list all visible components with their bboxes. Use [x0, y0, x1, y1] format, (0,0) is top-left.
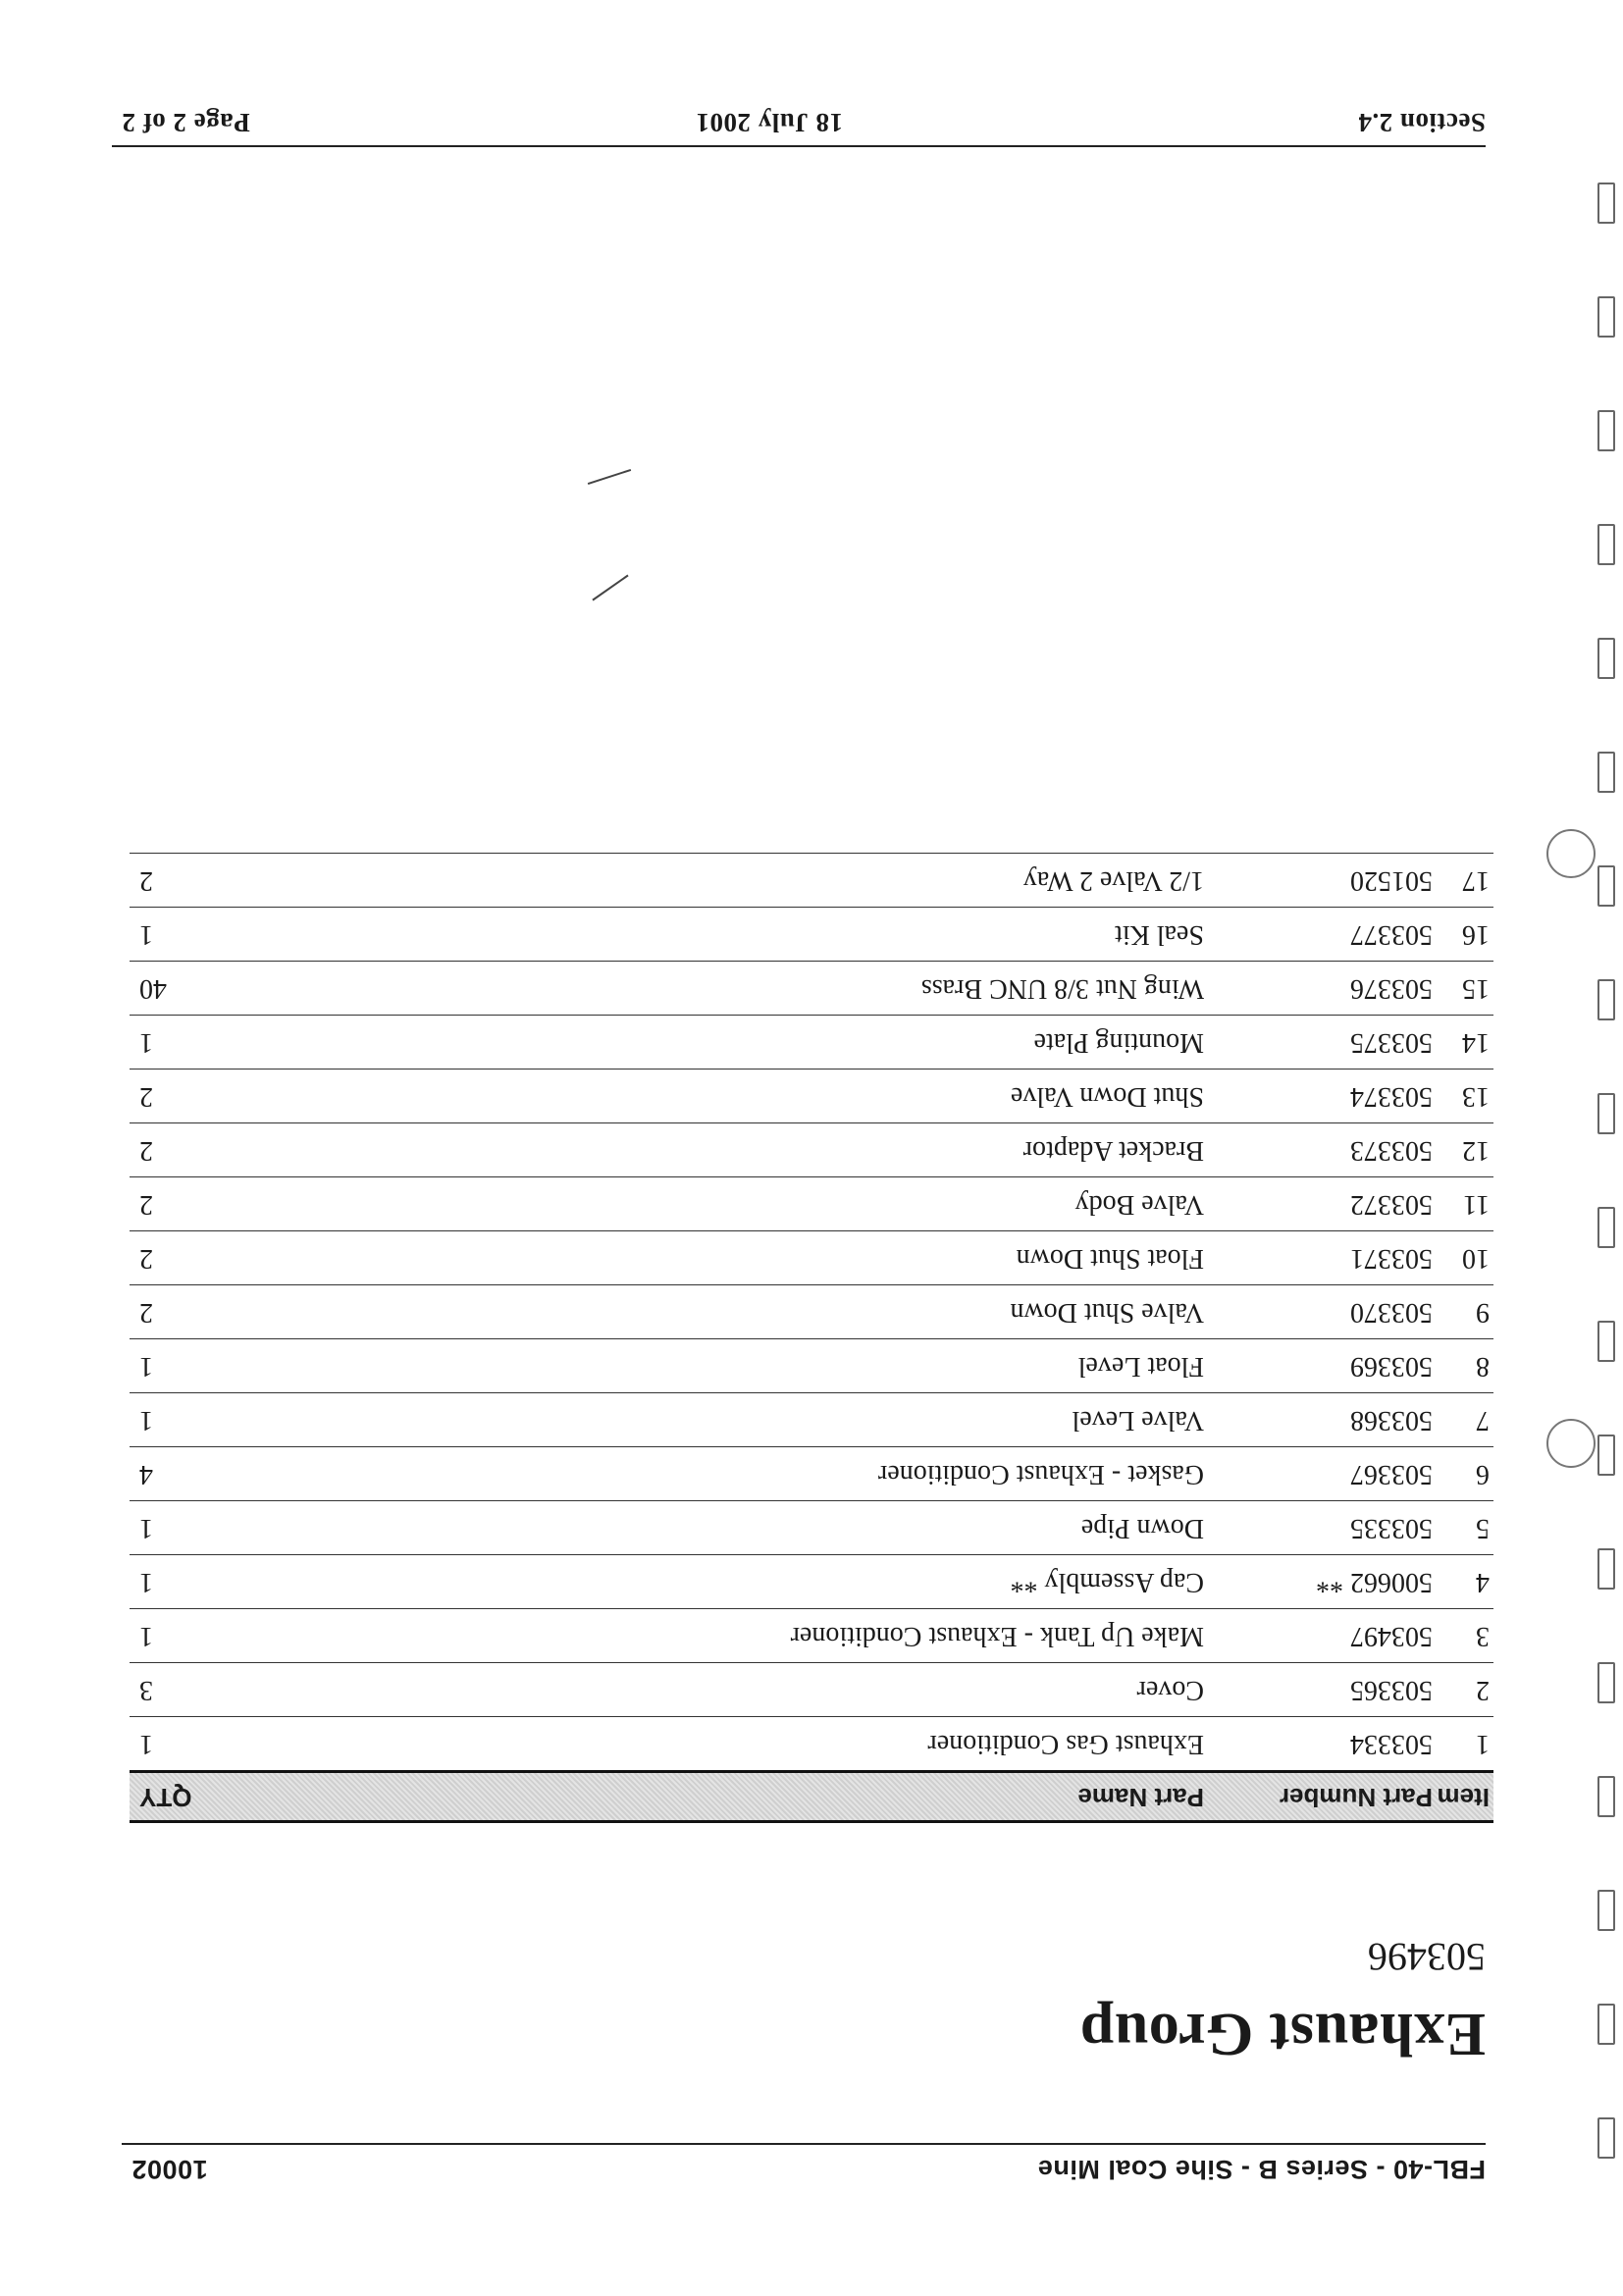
row-qty: 1: [139, 1729, 153, 1759]
punch-hole: [1597, 979, 1615, 1020]
table-row: [130, 1015, 1493, 1069]
binder-ring: [1546, 1419, 1596, 1468]
row-qty: 2: [139, 1243, 153, 1274]
row-part-name: 1/2 Valve 2 Way: [1022, 865, 1204, 896]
row-item: 3: [1476, 1621, 1490, 1651]
row-item: 11: [1463, 1189, 1490, 1220]
table-row: [130, 1716, 1493, 1770]
row-qty: 1: [139, 1567, 153, 1597]
punch-hole: [1597, 1435, 1615, 1476]
table-row: [130, 1230, 1493, 1284]
table-row: [130, 1069, 1493, 1122]
table-row: [130, 961, 1493, 1015]
document-number: 10002: [131, 2155, 208, 2184]
row-part-name: Down Pipe: [1080, 1513, 1204, 1543]
column-header-qty: QTY: [139, 1783, 192, 1812]
document-title: FBL-40 - Series B - Sihe Coal Mine: [1037, 2155, 1486, 2184]
row-qty: 2: [139, 865, 153, 896]
row-item: 16: [1462, 919, 1490, 950]
row-part-number: 503497: [1350, 1621, 1433, 1651]
punch-hole: [1597, 1662, 1615, 1703]
table-row: [130, 1122, 1493, 1176]
row-part-name: Float Shut Down: [1016, 1243, 1204, 1274]
punch-hole: [1597, 1093, 1615, 1134]
row-item: 15: [1462, 973, 1490, 1004]
row-part-number: 503371: [1350, 1243, 1433, 1274]
table-row: [130, 1608, 1493, 1662]
punch-hole: [1597, 1207, 1615, 1248]
page-footer: [112, 106, 1486, 147]
table-row: [130, 1176, 1493, 1230]
row-qty: 2: [139, 1135, 153, 1166]
row-qty: 1: [139, 1027, 153, 1058]
parts-table: [130, 853, 1493, 1823]
row-item: 1: [1476, 1729, 1490, 1759]
date-label: 18 July 2001: [695, 108, 843, 137]
row-item: 5: [1476, 1513, 1490, 1543]
row-qty: 2: [139, 1189, 153, 1220]
table-row: [130, 1662, 1493, 1716]
punch-hole: [1597, 752, 1615, 793]
punch-hole: [1597, 1776, 1615, 1817]
table-row: [130, 1500, 1493, 1554]
assembly-number: 503496: [1368, 1935, 1486, 1979]
punch-hole: [1597, 2117, 1615, 2159]
table-body: [130, 853, 1493, 1770]
table-row: [130, 1554, 1493, 1608]
row-part-number: 503372: [1350, 1189, 1433, 1220]
row-part-number: 503375: [1350, 1027, 1433, 1058]
row-part-number: 503377: [1350, 919, 1433, 950]
row-item: 17: [1462, 865, 1490, 896]
punch-hole: [1597, 638, 1615, 679]
row-part-name: Bracket Adaptor: [1022, 1135, 1204, 1166]
row-qty: 40: [139, 973, 167, 1004]
row-item: 12: [1462, 1135, 1490, 1166]
row-part-name: Valve Shut Down: [1010, 1297, 1204, 1328]
row-qty: 2: [139, 1297, 153, 1328]
row-qty: 1: [139, 1513, 153, 1543]
pen-mark: [588, 469, 631, 485]
row-item: 9: [1476, 1297, 1490, 1328]
table-row: [130, 1446, 1493, 1500]
table-row: [130, 853, 1493, 907]
row-qty: 1: [139, 1351, 153, 1382]
row-qty: 4: [139, 1459, 153, 1489]
pen-mark: [592, 575, 628, 601]
punch-hole: [1597, 183, 1615, 224]
row-part-name: Exhaust Gas Conditioner: [927, 1729, 1204, 1759]
punch-hole: [1597, 1321, 1615, 1362]
row-item: 13: [1462, 1081, 1490, 1112]
row-part-number: 503369: [1350, 1351, 1433, 1382]
row-part-number: 503367: [1350, 1459, 1433, 1489]
row-part-number: 503376: [1350, 973, 1433, 1004]
row-item: 7: [1476, 1405, 1490, 1435]
row-part-name: Valve Body: [1074, 1189, 1204, 1220]
row-item: 2: [1476, 1675, 1490, 1705]
row-part-name: Cap Assembly **: [1010, 1567, 1204, 1597]
punch-hole: [1597, 1890, 1615, 1931]
column-header-item: Item: [1437, 1783, 1490, 1812]
row-part-name: Wing Nut 3/8 UNC Brass: [920, 973, 1204, 1004]
row-item: 10: [1462, 1243, 1490, 1274]
row-item: 4: [1476, 1567, 1490, 1597]
row-qty: 3: [139, 1675, 153, 1705]
row-part-number: 503334: [1350, 1729, 1433, 1759]
row-item: 14: [1462, 1027, 1490, 1058]
row-part-name: Valve Level: [1072, 1405, 1204, 1435]
table-row: [130, 907, 1493, 961]
row-part-number: 501520: [1350, 865, 1433, 896]
row-part-number: 503373: [1350, 1135, 1433, 1166]
column-header-part-name: Part Name: [1077, 1783, 1204, 1812]
row-part-number: 503335: [1350, 1513, 1433, 1543]
column-header-part-number: Part Number: [1279, 1783, 1433, 1812]
row-part-number: 503374: [1350, 1081, 1433, 1112]
row-qty: 1: [139, 1405, 153, 1435]
punch-hole: [1597, 296, 1615, 338]
row-part-name: Make Up Tank - Exhaust Conditioner: [790, 1621, 1204, 1651]
punch-hole: [1597, 524, 1615, 565]
row-qty: 1: [139, 1621, 153, 1651]
row-item: 8: [1476, 1351, 1490, 1382]
binder-ring: [1546, 829, 1596, 878]
row-part-number: 503365: [1350, 1675, 1433, 1705]
row-part-name: Seal Kit: [1115, 919, 1204, 950]
punch-hole: [1597, 1548, 1615, 1590]
group-title: Exhaust Group: [1079, 2001, 1486, 2067]
row-part-number: 500662 **: [1316, 1567, 1433, 1597]
row-part-name: Shut Down Valve: [1010, 1081, 1204, 1112]
page-number: Page 2 of 2: [122, 108, 250, 137]
row-part-name: Cover: [1136, 1675, 1204, 1705]
table-row: [130, 1392, 1493, 1446]
table-header-row: [130, 1770, 1493, 1823]
row-qty: 1: [139, 919, 153, 950]
page-header: [122, 2143, 1486, 2184]
row-part-number: 503368: [1350, 1405, 1433, 1435]
table-row: [130, 1338, 1493, 1392]
punch-hole: [1597, 865, 1615, 907]
row-part-name: Mounting Plate: [1033, 1027, 1204, 1058]
row-part-name: Gasket - Exhaust Conditioner: [877, 1459, 1204, 1489]
table-row: [130, 1284, 1493, 1338]
row-item: 6: [1476, 1459, 1490, 1489]
punch-hole: [1597, 410, 1615, 451]
row-part-name: Float Level: [1077, 1351, 1204, 1382]
punch-hole: [1597, 2004, 1615, 2045]
row-part-number: 503370: [1350, 1297, 1433, 1328]
section-label: Section 2.4: [1358, 108, 1486, 137]
row-qty: 2: [139, 1081, 153, 1112]
